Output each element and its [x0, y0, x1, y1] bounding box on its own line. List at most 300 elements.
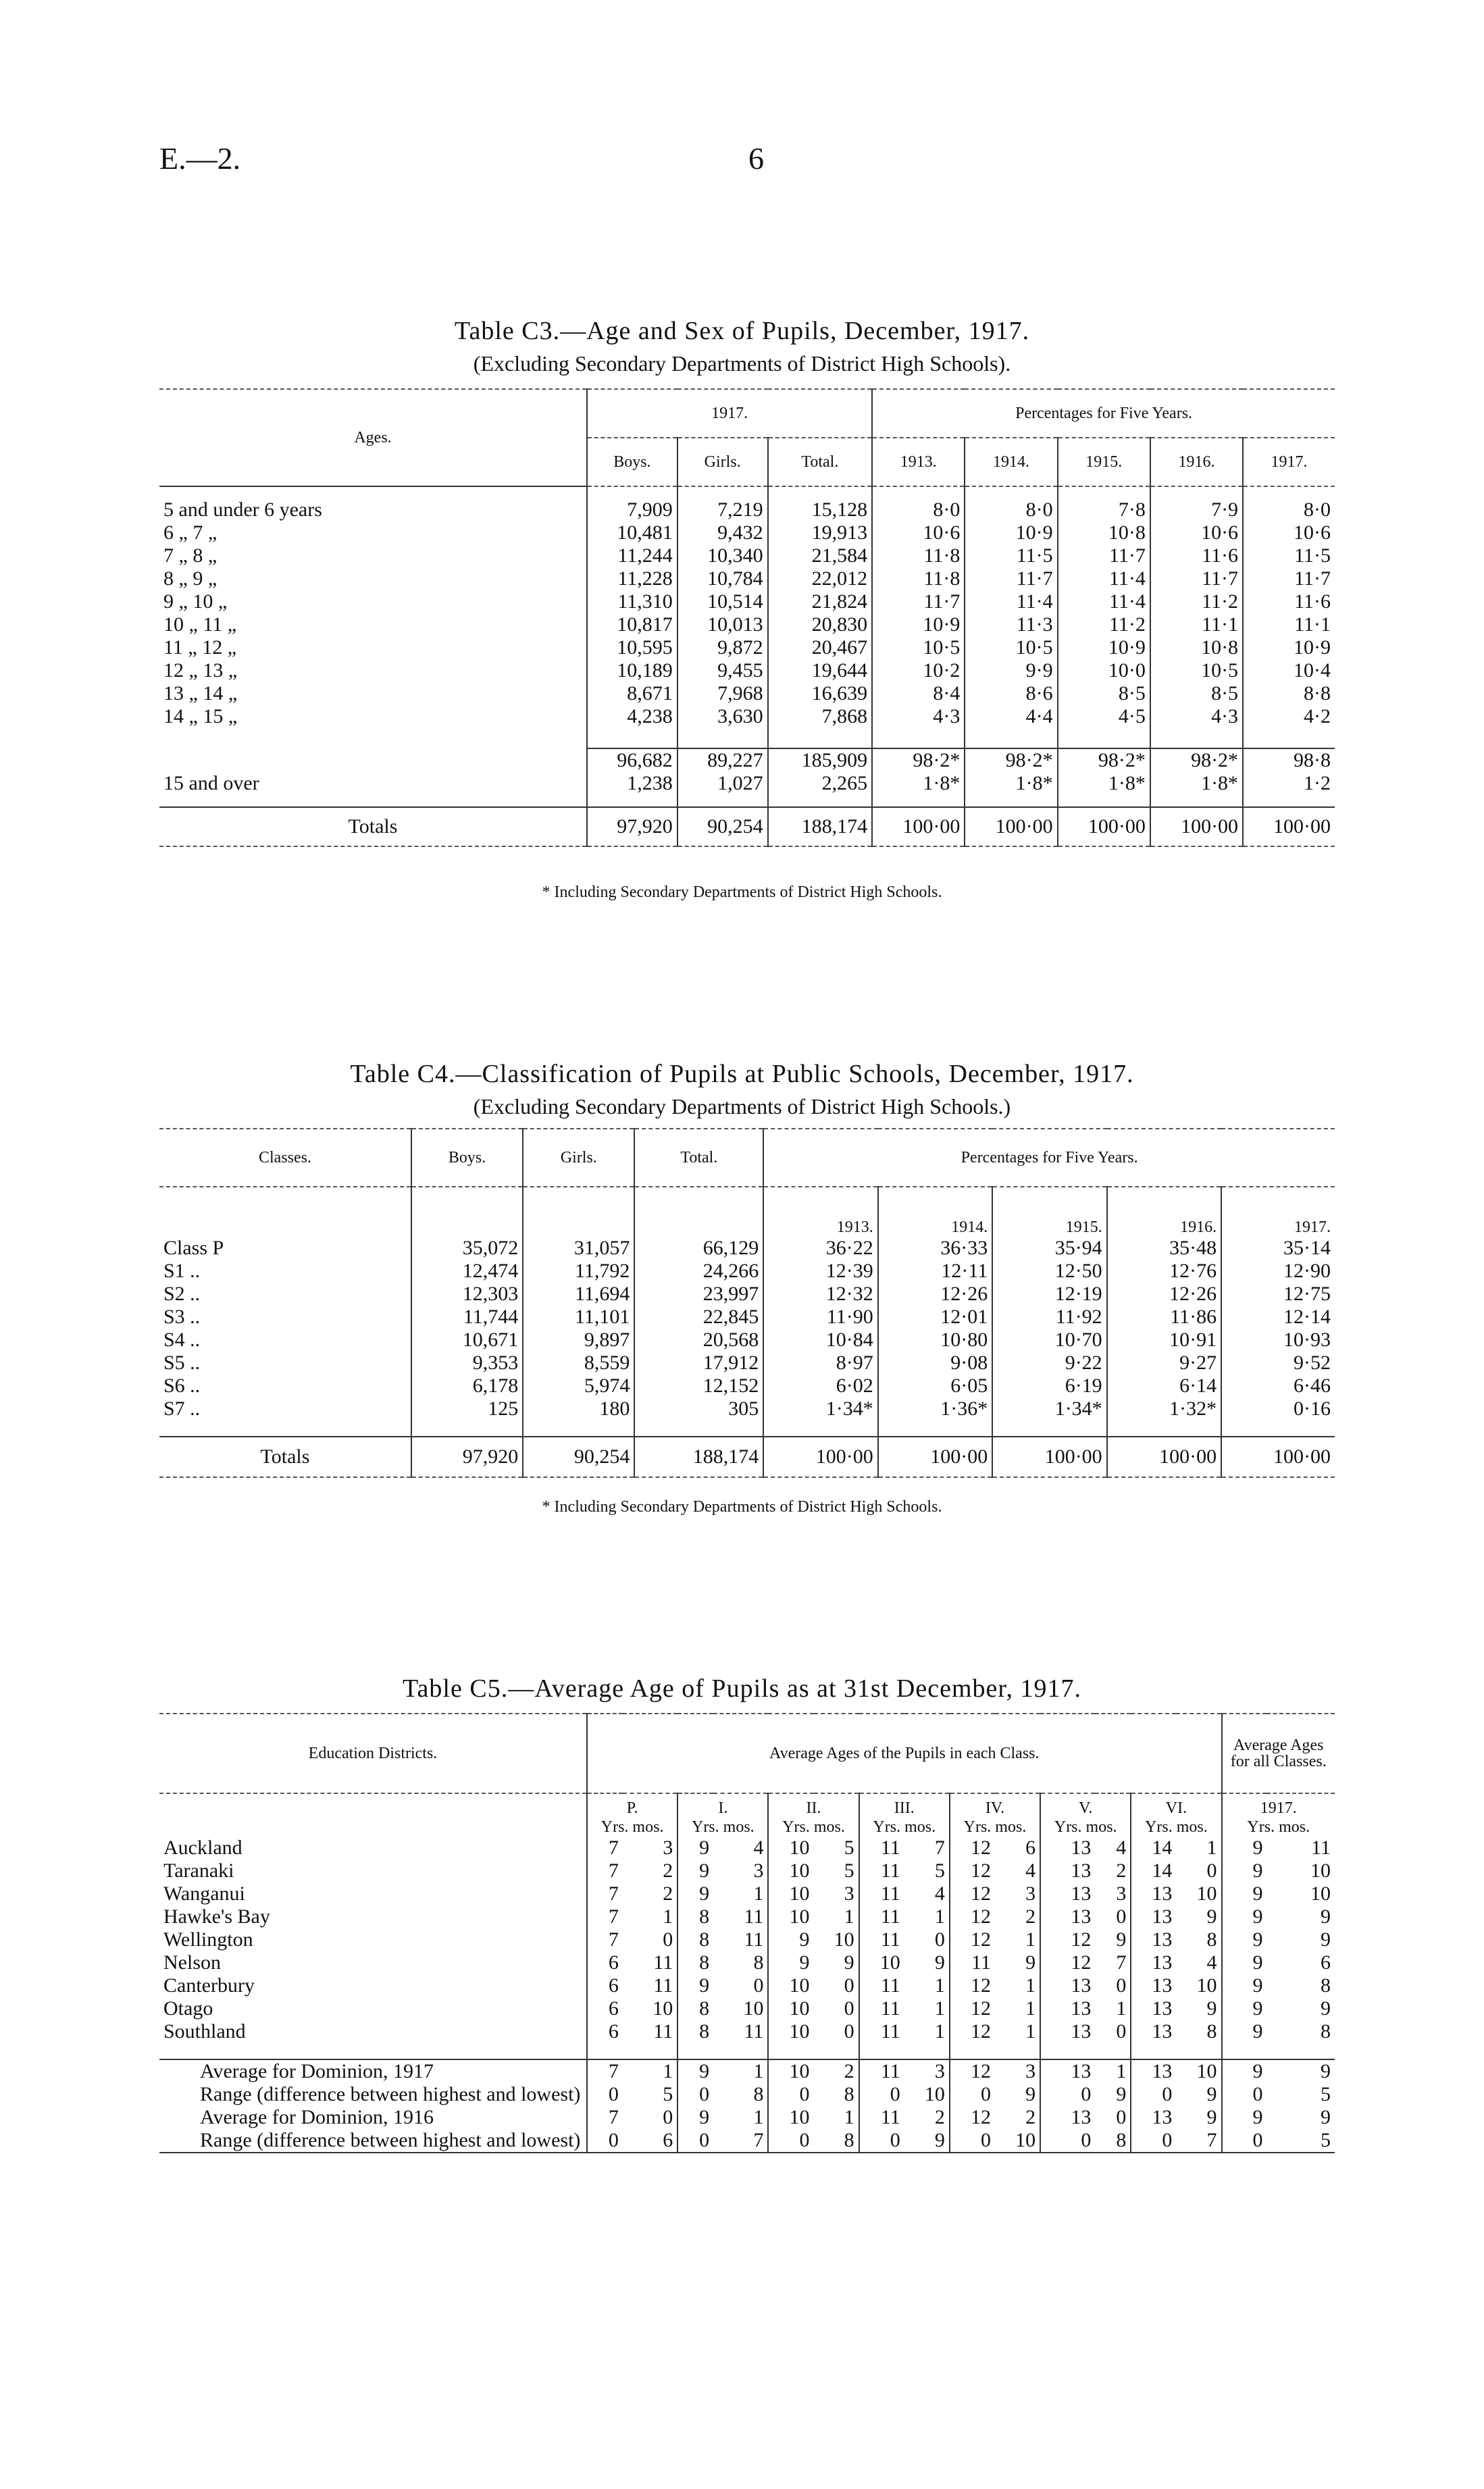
age-label: 9 „ 10 „	[163, 590, 228, 613]
boys-cell: 10,189	[587, 659, 677, 682]
months-cell: 3	[904, 2059, 950, 2083]
table-row	[159, 613, 1335, 636]
spacer-cell	[768, 2043, 813, 2059]
totals-percent-cell: 100·00	[1221, 1437, 1335, 1477]
class-header: III.	[859, 1793, 950, 1818]
months-cell: 3	[844, 1882, 854, 1905]
months-cell: 9	[1206, 2083, 1217, 2105]
girls-cell: 11,101	[523, 1306, 634, 1329]
percent-cell: 10·9	[1058, 636, 1150, 659]
percent-cell: 12·14	[1221, 1306, 1335, 1329]
months-cell: 5	[934, 1859, 945, 1882]
months-cell: 9	[1321, 1997, 1331, 2020]
years-cell: 9	[677, 1974, 713, 1997]
months-cell: 8	[814, 2129, 859, 2153]
months-cell: 1	[844, 2106, 854, 2128]
table-row	[159, 1352, 1335, 1375]
spacer-cell	[872, 795, 965, 807]
months-cell: 1	[753, 1882, 764, 1905]
table-row	[159, 1329, 1335, 1352]
table-row	[159, 659, 1335, 682]
years-cell: 0	[1222, 2083, 1267, 2106]
months-cell: 4	[1206, 1951, 1217, 1974]
table-row	[159, 1237, 1335, 1260]
percent-cell: 9·27	[1107, 1352, 1221, 1375]
months-cell: 1	[753, 2106, 764, 2128]
subtotal-percent-cell: 98·2*	[1058, 748, 1150, 772]
blank-cell	[634, 1187, 763, 1237]
years-cell: 9	[1222, 1997, 1267, 2020]
percent-cell: 4·4	[965, 705, 1057, 728]
table-c3-subtitle: (Excluding Secondary Departments of District High Schools).	[473, 351, 1011, 376]
spacer-cell	[634, 1420, 763, 1437]
district-label: Nelson	[163, 1951, 221, 1974]
subtotal-percent-cell: 98·2*	[965, 748, 1057, 772]
header-total: Total.	[634, 1129, 763, 1187]
total-cell: 16,639	[768, 682, 873, 705]
subtotal-cell: 96,682	[587, 748, 677, 772]
percent-cell: 10·91	[1107, 1329, 1221, 1352]
spacer-cell	[1058, 795, 1150, 807]
percent-cell: 6·02	[763, 1375, 877, 1397]
months-cell: 3	[753, 1859, 764, 1882]
percent-cell: 12·26	[1107, 1283, 1221, 1306]
year-header: 1915.	[992, 1187, 1106, 1237]
years-cell: 11	[859, 1837, 904, 1859]
months-cell: 6	[1321, 1951, 1331, 1974]
years-cell: 10	[768, 2020, 813, 2043]
months-cell: 4	[934, 1882, 945, 1905]
district-label: Canterbury	[163, 1974, 255, 1997]
percent-cell: 7·8	[1058, 498, 1150, 521]
months-cell: 0	[663, 1928, 673, 1951]
summary-row	[159, 2059, 1335, 2083]
percent-cell: 12·39	[763, 1260, 877, 1283]
header-classes: Classes.	[259, 1148, 311, 1166]
class-label: S7 ..	[163, 1397, 201, 1420]
spacer-cell	[995, 2043, 1040, 2059]
age-label: 8 „ 9 „	[163, 567, 218, 590]
years-cell: 9	[1222, 1974, 1267, 1997]
girls-cell: 8,559	[523, 1352, 634, 1375]
summary-row	[159, 2083, 1335, 2106]
years-cell: 12	[950, 1928, 995, 1951]
district-label: Taranaki	[163, 1859, 234, 1882]
percent-cell: 10·5	[1150, 659, 1243, 682]
district-label: Average for Dominion, 1916	[200, 2106, 434, 2128]
district-label: Range (difference between highest and lowest)	[159, 2129, 587, 2153]
age-label: 11 „ 12 „	[163, 636, 237, 659]
percent-cell: 12·26	[878, 1283, 992, 1306]
years-cell: 10	[768, 1837, 813, 1859]
percent-cell: 11·7	[1243, 567, 1335, 590]
totals-label: Totals	[159, 807, 587, 846]
header-1917: 1917.	[587, 389, 872, 438]
table-row	[159, 1905, 1335, 1928]
months-cell: 2	[1116, 1859, 1127, 1882]
class-label: S1 ..	[163, 1260, 201, 1282]
years-cell: 9	[677, 1837, 713, 1859]
percent-cell: 4·3	[1150, 705, 1243, 728]
years-cell: 9	[677, 1882, 713, 1905]
age-label: 6 „ 7 „	[163, 521, 218, 544]
totals-row	[159, 1437, 1335, 1477]
table-c4-subtitle: (Excluding Secondary Departments of District High Schools.)	[473, 1094, 1011, 1119]
months-cell: 10	[995, 2129, 1040, 2153]
boys-cell: 12,303	[411, 1283, 523, 1306]
unit-header: Yrs. mos.	[1222, 1818, 1335, 1837]
years-cell: 12	[950, 1882, 995, 1905]
years-cell: 13	[1131, 2106, 1176, 2129]
percent-cell: 4·5	[1058, 705, 1150, 728]
months-cell: 1	[1025, 2020, 1036, 2043]
report-code: E.—2.	[159, 141, 241, 176]
percent-cell: 10·84	[763, 1329, 877, 1352]
percent-cell: 10·9	[872, 613, 965, 636]
totals-label: Totals	[159, 1437, 411, 1477]
years-cell: 0	[1040, 2129, 1095, 2153]
months-cell: 8	[844, 2083, 854, 2105]
years-cell: 10	[768, 1974, 813, 1997]
year-header: 1916.	[1107, 1187, 1221, 1237]
percent-cell: 11·4	[1058, 567, 1150, 590]
months-cell: 9	[904, 2129, 950, 2153]
months-cell: 9	[1206, 1997, 1217, 2020]
over-cell: 1,238	[587, 772, 677, 795]
months-cell: 5	[663, 2083, 673, 2105]
percent-cell: 36·33	[878, 1237, 992, 1260]
years-cell: 10	[859, 1951, 904, 1974]
percent-cell: 35·48	[1107, 1237, 1221, 1260]
total-cell: 17,912	[634, 1352, 763, 1375]
months-cell: 0	[663, 2106, 673, 2128]
months-cell: 11	[653, 1974, 673, 1997]
table-row	[159, 1837, 1335, 1859]
months-cell: 11	[744, 2020, 764, 2043]
years-cell: 8	[677, 1928, 713, 1951]
total-cell: 24,266	[634, 1260, 763, 1283]
year-header-row	[159, 1187, 1335, 1237]
header-total: Total.	[768, 438, 873, 486]
percent-cell: 10·6	[1150, 521, 1243, 544]
months-cell: 9	[934, 1951, 945, 1974]
table-row	[159, 1283, 1335, 1306]
table-row	[159, 1882, 1335, 1905]
girls-cell: 10,514	[677, 590, 768, 613]
summary-row	[159, 2129, 1335, 2153]
months-cell: 3	[1116, 1882, 1127, 1905]
boys-cell: 7,909	[587, 498, 677, 521]
spacer-cell	[677, 2043, 713, 2059]
percent-cell: 11·3	[965, 613, 1057, 636]
months-cell: 1	[623, 2059, 677, 2083]
class-label: Class P	[163, 1237, 224, 1259]
years-cell: 13	[1131, 2059, 1176, 2083]
percent-cell: 11·6	[1243, 590, 1335, 613]
table-row	[159, 1974, 1335, 1997]
spacer-cell	[159, 2043, 587, 2059]
totals-cell: 97,920	[411, 1437, 523, 1477]
spacer-cell	[677, 795, 768, 807]
years-cell: 12	[950, 2059, 995, 2083]
years-cell: 7	[587, 1837, 623, 1859]
unit-header-row	[159, 1818, 1335, 1837]
months-cell: 1	[713, 2059, 768, 2083]
total-cell: 12,152	[634, 1375, 763, 1397]
years-cell: 8	[677, 2020, 713, 2043]
percent-cell: 11·86	[1107, 1306, 1221, 1329]
years-cell: 9	[768, 1928, 813, 1951]
spacer-cell	[677, 728, 768, 748]
spacer-cell	[763, 1420, 877, 1437]
header-year: 1915.	[1058, 438, 1150, 486]
unit-header: Yrs. mos.	[950, 1818, 1040, 1837]
unit-header: Yrs. mos.	[768, 1818, 859, 1837]
percent-cell: 10·8	[1058, 521, 1150, 544]
girls-cell: 10,013	[677, 613, 768, 636]
months-cell: 0	[1116, 2020, 1127, 2043]
table-row	[159, 1397, 1335, 1420]
months-cell: 6	[623, 2129, 677, 2153]
months-cell: 1	[1025, 1997, 1036, 2020]
months-cell: 9	[1321, 1928, 1331, 1951]
years-cell: 0	[677, 2083, 713, 2106]
age-label: 15 and over	[163, 772, 259, 794]
header-boys: Boys.	[411, 1129, 523, 1187]
spacer-cell	[623, 2043, 677, 2059]
years-cell: 10	[768, 1997, 813, 2020]
over-percent-cell: 1·8*	[965, 772, 1057, 795]
total-cell: 22,845	[634, 1306, 763, 1329]
months-cell: 5	[844, 1837, 854, 1859]
years-cell: 13	[1131, 1905, 1176, 1928]
table-row	[159, 544, 1335, 567]
subtotal-percent-cell: 98·2*	[872, 748, 965, 772]
percent-cell: 11·6	[1150, 544, 1243, 567]
percent-cell: 10·0	[1058, 659, 1150, 682]
spacer-cell	[768, 486, 873, 498]
percent-cell: 11·4	[965, 590, 1057, 613]
years-cell: 12	[1040, 1928, 1095, 1951]
header-districts: Education Districts.	[308, 1744, 438, 1762]
class-header: II.	[768, 1793, 859, 1818]
spacer-cell	[713, 2043, 768, 2059]
percent-cell: 10·70	[992, 1329, 1106, 1352]
boys-cell: 8,671	[587, 682, 677, 705]
table-row	[159, 1375, 1335, 1397]
percent-cell: 12·32	[763, 1283, 877, 1306]
girls-cell: 180	[523, 1397, 634, 1420]
unit-header: Yrs. mos.	[1040, 1818, 1131, 1837]
percent-cell: 8·4	[872, 682, 965, 705]
years-cell: 12	[1040, 1951, 1095, 1974]
girls-cell: 11,694	[523, 1283, 634, 1306]
girls-cell: 10,340	[677, 544, 768, 567]
spacer-row	[159, 1420, 1335, 1437]
spacer-cell	[1266, 2043, 1335, 2059]
totals-cell: 90,254	[523, 1437, 634, 1477]
table-row	[159, 1928, 1335, 1951]
months-cell: 0	[1116, 2106, 1127, 2128]
spacer-cell	[411, 1420, 523, 1437]
years-cell: 6	[587, 2020, 623, 2043]
total-cell: 22,012	[768, 567, 873, 590]
unit-header: Yrs. mos.	[677, 1818, 768, 1837]
table-c5-title: Table C5.—Average Age of Pupils as at 31st December, 1917.	[403, 1674, 1081, 1703]
percent-cell: 9·9	[965, 659, 1057, 682]
percent-cell: 12·19	[992, 1283, 1106, 1306]
years-cell: 13	[1040, 1882, 1095, 1905]
months-cell: 10	[1310, 1882, 1331, 1905]
percent-cell: 1·34*	[763, 1397, 877, 1420]
table-c3-footnote: * Including Secondary Departments of District High Schools.	[542, 883, 942, 901]
table-c3-title: Table C3.—Age and Sex of Pupils, December, 1917.	[454, 317, 1030, 345]
percent-cell: 10·9	[1243, 636, 1335, 659]
header-ages: Ages.	[159, 389, 587, 486]
table-row	[159, 1951, 1335, 1974]
percent-cell: 11·7	[872, 590, 965, 613]
class-label: S2 ..	[163, 1283, 201, 1305]
months-cell: 3	[995, 2059, 1040, 2083]
months-cell: 1	[1116, 1997, 1127, 2020]
class-label: S4 ..	[163, 1329, 201, 1351]
months-cell: 1	[934, 1974, 945, 1997]
year-header: 1914.	[878, 1187, 992, 1237]
months-cell: 9	[1206, 2106, 1217, 2128]
spacer-row	[159, 486, 1335, 498]
header-average-ages: Average Ages of the Pupils in each Class.	[587, 1714, 1222, 1793]
class-label: S5 ..	[163, 1352, 201, 1374]
subtotal-cell: 185,909	[768, 748, 873, 772]
totals-cell: 188,174	[768, 807, 873, 846]
years-cell: 8	[677, 1951, 713, 1974]
months-cell: 6	[1025, 1837, 1036, 1859]
percent-cell: 0·16	[1221, 1397, 1335, 1420]
class-header: V.	[1040, 1793, 1131, 1818]
years-cell: 9	[677, 2059, 713, 2083]
table-row	[159, 1859, 1335, 1882]
years-cell: 12	[950, 2106, 995, 2129]
over-cell: 2,265	[768, 772, 873, 795]
subtotal-percent-cell: 98·2*	[1150, 748, 1243, 772]
years-cell: 9	[1222, 1951, 1267, 1974]
percent-cell: 12·76	[1107, 1260, 1221, 1283]
boys-cell: 11,744	[411, 1306, 523, 1329]
months-cell: 2	[1025, 1905, 1036, 1928]
totals-percent-cell: 100·00	[992, 1437, 1106, 1477]
months-cell: 10	[1310, 1859, 1331, 1882]
percent-cell: 1·36*	[878, 1397, 992, 1420]
girls-cell: 5,974	[523, 1375, 634, 1397]
months-cell: 10	[743, 1997, 764, 2020]
boys-cell: 10,595	[587, 636, 677, 659]
unit-header: Yrs. mos.	[587, 1818, 677, 1837]
totals-percent-cell: 100·00	[1150, 807, 1243, 846]
total-cell: 20,830	[768, 613, 873, 636]
years-cell: 11	[859, 2020, 904, 2043]
percent-cell: 1·32*	[1107, 1397, 1221, 1420]
percent-cell: 11·4	[1058, 590, 1150, 613]
percent-cell: 8·6	[965, 682, 1057, 705]
header-year: 1913.	[872, 438, 965, 486]
years-cell: 8	[677, 1997, 713, 2020]
years-cell: 13	[1131, 1974, 1176, 1997]
percent-cell: 8·5	[1058, 682, 1150, 705]
years-cell: 9	[1222, 2020, 1267, 2043]
district-label: Range (difference between highest and lowest)	[200, 2083, 581, 2105]
spacer-cell	[587, 728, 677, 748]
years-cell: 12	[950, 1997, 995, 2020]
months-cell: 10	[1196, 1882, 1217, 1905]
boys-cell: 10,817	[587, 613, 677, 636]
years-cell: 11	[859, 1974, 904, 1997]
percent-cell: 35·94	[992, 1237, 1106, 1260]
percent-cell: 11·1	[1243, 613, 1335, 636]
spacer-cell	[1243, 486, 1335, 498]
class-header: VI.	[1131, 1793, 1221, 1818]
spacer-row	[159, 728, 1335, 748]
years-cell: 6	[587, 1997, 623, 2020]
spacer-cell	[872, 728, 965, 748]
spacer-cell	[159, 486, 587, 498]
district-label: Southland	[163, 2020, 246, 2043]
months-cell: 9	[844, 1951, 854, 1974]
years-cell: 7	[587, 1859, 623, 1882]
months-cell: 3	[1025, 1882, 1036, 1905]
years-cell: 12	[950, 1905, 995, 1928]
girls-cell: 7,219	[677, 498, 768, 521]
girls-cell: 9,872	[677, 636, 768, 659]
years-cell: 9	[1222, 1859, 1267, 1882]
percent-cell: 12·90	[1221, 1260, 1335, 1283]
table-row	[159, 705, 1335, 728]
months-cell: 8	[1321, 1974, 1331, 1997]
unit-header: Yrs. mos.	[1131, 1818, 1221, 1837]
table-row	[159, 590, 1335, 613]
year-header: 1913.	[763, 1187, 877, 1237]
years-cell: 0	[1131, 2083, 1176, 2106]
spacer-cell	[768, 795, 873, 807]
months-cell: 9	[1266, 2059, 1335, 2083]
years-cell: 13	[1040, 2059, 1095, 2083]
years-cell: 9	[677, 2106, 713, 2129]
totals-cell: 188,174	[634, 1437, 763, 1477]
percent-cell: 11·7	[1058, 544, 1150, 567]
spacer-cell	[1058, 728, 1150, 748]
years-cell: 14	[1131, 1837, 1176, 1859]
spacer-cell	[159, 728, 587, 748]
years-cell: 11	[859, 1859, 904, 1882]
table-row	[159, 521, 1335, 544]
class-label: S6 ..	[163, 1375, 201, 1397]
table-row	[159, 1997, 1335, 2020]
years-cell: 11	[950, 1951, 995, 1974]
percent-cell: 11·7	[1150, 567, 1243, 590]
months-cell: 8	[1206, 2020, 1217, 2043]
spacer-cell	[859, 2043, 904, 2059]
months-cell: 5	[1266, 2129, 1335, 2153]
spacer-row	[159, 795, 1335, 807]
girls-cell: 9,455	[677, 659, 768, 682]
percent-cell: 9·52	[1221, 1352, 1335, 1375]
totals-percent-cell: 100·00	[763, 1437, 877, 1477]
years-cell: 0	[587, 2083, 623, 2106]
months-cell: 9	[1025, 1951, 1036, 1974]
spacer-cell	[587, 795, 677, 807]
percent-cell: 11·92	[992, 1306, 1106, 1329]
percent-cell: 10·9	[965, 521, 1057, 544]
years-cell: 0	[587, 2129, 623, 2153]
